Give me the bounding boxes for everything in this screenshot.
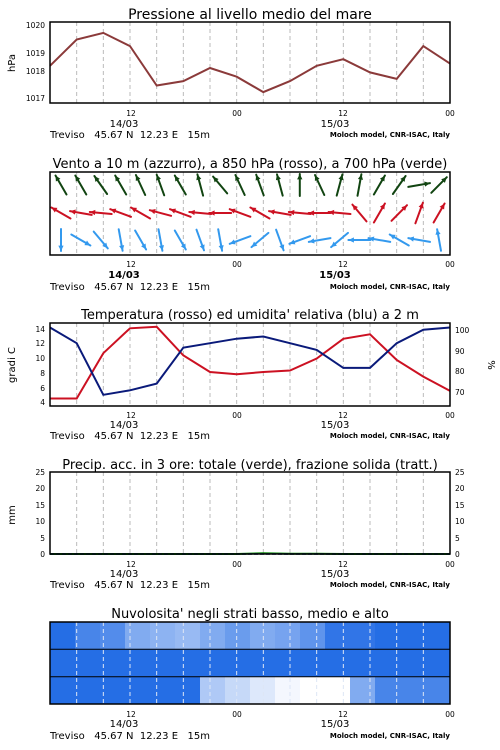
wind-arrow [230,236,251,244]
credit-label: Moloch model, CNR-ISAC, Italy [329,283,450,291]
wind-arrow [170,209,191,217]
pressure-ytick: 1020 [25,21,45,30]
wind-arrow [434,204,445,223]
cloud-cell [275,677,301,704]
wind-arrow [175,176,186,195]
wind-arrow [71,235,90,246]
cloud-cell [75,622,101,649]
cloud-cell [425,677,451,704]
x-tick-label: 12 [338,109,348,118]
wind-arrow [189,210,211,215]
precip-ytick: 10 [35,517,45,526]
x-tick-label: 12 [126,411,136,420]
wind-arrow [136,175,145,195]
pressure-ytick: 1017 [25,94,45,103]
pressure-ylabel: hPa [7,53,18,73]
x-tick-label: 00 [232,109,242,118]
wind-arrow [175,231,186,250]
precip-title: Precip. acc. in 3 ore: totale (verde), frazione solida (tratt.) [62,458,438,473]
wind-arrow [209,210,231,215]
cloud-cell [225,622,251,649]
precip-ytick: 10 [455,517,465,526]
x-tick-label: 12 [126,560,136,569]
x-tick-label: 00 [445,260,455,269]
cloud-cell [225,649,251,676]
cloud-cell [300,677,326,704]
cloud-cell [150,649,176,676]
cloud-cell [325,649,351,676]
date-label: 15/03 [320,719,350,730]
cloud-cell [325,622,351,649]
wind-arrow [90,210,112,215]
cloud-cell [325,677,351,704]
x-tick-label: 12 [338,560,348,569]
wind-arrow [56,176,67,195]
precip-grid [77,472,424,554]
wind-arrow [315,175,324,195]
wind-arrow [70,210,92,215]
x-tick-label: 12 [338,411,348,420]
wind-arrow [276,174,283,195]
wind-arrow [252,233,269,247]
precip-ytick: 25 [35,468,45,477]
wind-arrow [408,237,430,242]
wind-arrow [197,230,205,251]
pressure-frame [50,22,450,103]
x-tick-label: 12 [126,260,136,269]
precip-y-ticks-right [455,468,465,559]
credit-label: Moloch model, CNR-ISAC, Italy [329,581,450,589]
wind-arrow [196,174,203,195]
wind-arrow [159,229,165,251]
x-tick-label: 00 [445,560,455,569]
wind-arrow [374,204,385,223]
cloud-cell [300,622,326,649]
wind-arrow [297,174,302,196]
pressure-y-ticks [26,21,45,103]
date-label: 15/03 [320,119,350,130]
precip-frame [50,472,450,554]
wind-arrow [131,208,150,219]
precip-ytick: 0 [455,550,460,559]
wind-arrow [408,182,430,187]
date-label: 15/03 [320,420,350,431]
x-tick-label: 00 [445,109,455,118]
wind-arrow [352,205,366,222]
precip-ytick: 5 [455,534,460,543]
cloud-cell [425,649,451,676]
cloud-cell [400,649,426,676]
cloud-cell [250,649,276,676]
x-tick-label: 00 [232,560,242,569]
cloud-cell [75,649,101,676]
wind-title: Vento a 10 m (azzurro), a 850 hPa (rosso), a 700 hPa (verde) [52,157,448,172]
temperature-ylabel: gradi C [7,347,18,383]
cloud-title: Nuvolosita' negli strati basso, medio e alto [111,607,389,622]
wind-arrow [369,237,391,242]
date-label: 14/03 [109,719,139,730]
cloud-cell [350,622,376,649]
humidity-ytick: 70 [455,388,465,397]
precip-x-ticks [110,560,455,580]
wind-arrow [94,232,108,249]
cloud-cell [125,649,151,676]
precip-ylabel: mm [7,505,18,525]
precip-ytick: 20 [455,484,465,493]
cloud-cell [200,649,226,676]
wind-arrow [348,237,370,242]
wind-arrow [329,210,351,215]
location-label: Treviso 45.67 N 12.23 E 15m [50,580,211,591]
temperature-x-ticks [110,411,455,431]
wind-arrow [390,235,409,246]
date-label: 15/03 [320,569,350,580]
cloud-cell [150,622,176,649]
cloud-cell [350,649,376,676]
wind-arrow [75,176,86,195]
wind-arrow [230,209,251,217]
wind-arrow [110,209,131,217]
wind-x-ticks [108,260,455,281]
wind-arrow [156,175,164,196]
cloud-cell [250,677,276,704]
wind-arrow [135,231,146,250]
temperature-title: Temperatura (rosso) ed umidita' relativa (blu) a 2 m [81,308,419,323]
humidity-ytick: 90 [455,347,465,356]
temperature-ytick: 14 [35,325,45,334]
precip-ytick: 15 [35,501,45,510]
x-tick-label: 00 [232,260,242,269]
wind-arrow [150,209,171,216]
humidity-ytick: 80 [455,367,465,376]
wind-arrow [276,230,284,251]
cloud-panel [49,607,455,742]
date-label: 14/03 [108,270,140,281]
cloud-cell [175,622,201,649]
wind-arrow [94,176,107,194]
wind-arrow [58,229,63,251]
pressure-title: Pressione al livello medio del mare [128,7,372,23]
wind-arrow [289,210,311,215]
cloud-cell [425,622,451,649]
location-label: Treviso 45.67 N 12.23 E 15m [50,431,211,442]
wind-arrow [331,233,348,247]
wind-panel [49,157,455,293]
humidity-line [50,328,450,395]
cloud-cell [200,677,226,704]
temperature-y-ticks [35,325,45,407]
cloud-cell [175,649,201,676]
wind-arrow [309,238,331,243]
cloud-cell [300,649,326,676]
temperature-ytick: 4 [40,398,45,407]
cloud-cell [225,677,251,704]
temperature-panel [7,308,496,442]
temperature-ytick: 10 [35,354,45,363]
date-label: 14/03 [109,569,139,580]
cloud-cell [250,622,276,649]
precip-ytick: 0 [40,550,45,559]
cloud-cell [400,622,426,649]
cloud-cell [50,649,76,676]
humidity-ylabel: % [485,360,496,370]
x-tick-label: 12 [126,710,136,719]
wind-arrow [51,208,70,219]
wind-arrow [119,229,125,251]
cloud-cell [125,677,151,704]
wind-arrow [289,236,310,244]
x-tick-label: 12 [338,710,348,719]
cloud-cell [50,622,76,649]
wind-arrow [337,174,344,195]
cloud-cell [50,677,76,704]
precip-ytick: 15 [455,501,465,510]
wind-arrow [309,210,331,215]
date-label: 15/03 [319,270,351,281]
cloud-cell [75,677,101,704]
temperature-ytick: 8 [40,369,45,378]
cloud-cell [275,649,301,676]
pressure-grid [77,22,424,103]
wind-arrow [235,175,244,195]
cloud-cell [200,622,226,649]
wind-arrow [256,175,264,196]
wind-arrow [213,177,227,194]
wind-grid [77,172,424,255]
cloud-cell [175,677,201,704]
temperature-ytick: 6 [40,384,45,393]
precip-ytick: 5 [40,534,45,543]
wind-arrow [393,176,406,194]
cloud-cell [125,622,151,649]
cloud-cell [400,677,426,704]
x-tick-label: 00 [232,411,242,420]
cloud-cell [150,677,176,704]
precip-ytick: 20 [35,484,45,493]
pressure-line [50,33,450,92]
wind-arrow [250,208,269,219]
credit-label: Moloch model, CNR-ISAC, Italy [329,432,450,440]
wind-arrow [392,205,408,221]
x-tick-label: 00 [232,710,242,719]
cloud-cell [275,622,301,649]
x-tick-label: 12 [126,109,136,118]
wind-arrow [431,177,447,193]
wind-arrow [218,229,224,251]
humidity-y-ticks [455,326,470,397]
date-label: 14/03 [109,420,139,431]
precip-ytick: 25 [455,468,465,477]
location-label: Treviso 45.67 N 12.23 E 15m [50,731,211,742]
wind-arrow [115,176,126,195]
x-tick-label: 12 [338,260,348,269]
credit-label: Moloch model, CNR-ISAC, Italy [329,131,450,139]
humidity-ytick: 100 [455,326,470,335]
pressure-ytick: 1018 [25,67,45,76]
wind-arrow [415,203,423,224]
cloud-x-ticks [110,710,455,730]
wind-arrows [51,174,446,251]
wind-arrow [269,210,291,215]
precip-panel [7,458,465,591]
date-label: 14/03 [109,119,139,130]
pressure-panel [7,7,455,141]
wind-arrow [436,229,442,251]
location-label: Treviso 45.67 N 12.23 E 15m [50,130,211,141]
cloud-cell [350,677,376,704]
x-tick-label: 00 [445,411,455,420]
temperature-ytick: 12 [35,339,45,348]
cloud-cells [50,622,451,704]
wind-arrow [358,174,364,196]
pressure-ytick: 1019 [25,49,45,58]
pressure-x-ticks [110,109,455,130]
credit-label: Moloch model, CNR-ISAC, Italy [329,732,450,740]
location-label: Treviso 45.67 N 12.23 E 15m [50,282,211,293]
precip-y-ticks-left [35,468,45,559]
x-tick-label: 00 [445,710,455,719]
wind-arrow [374,176,385,195]
